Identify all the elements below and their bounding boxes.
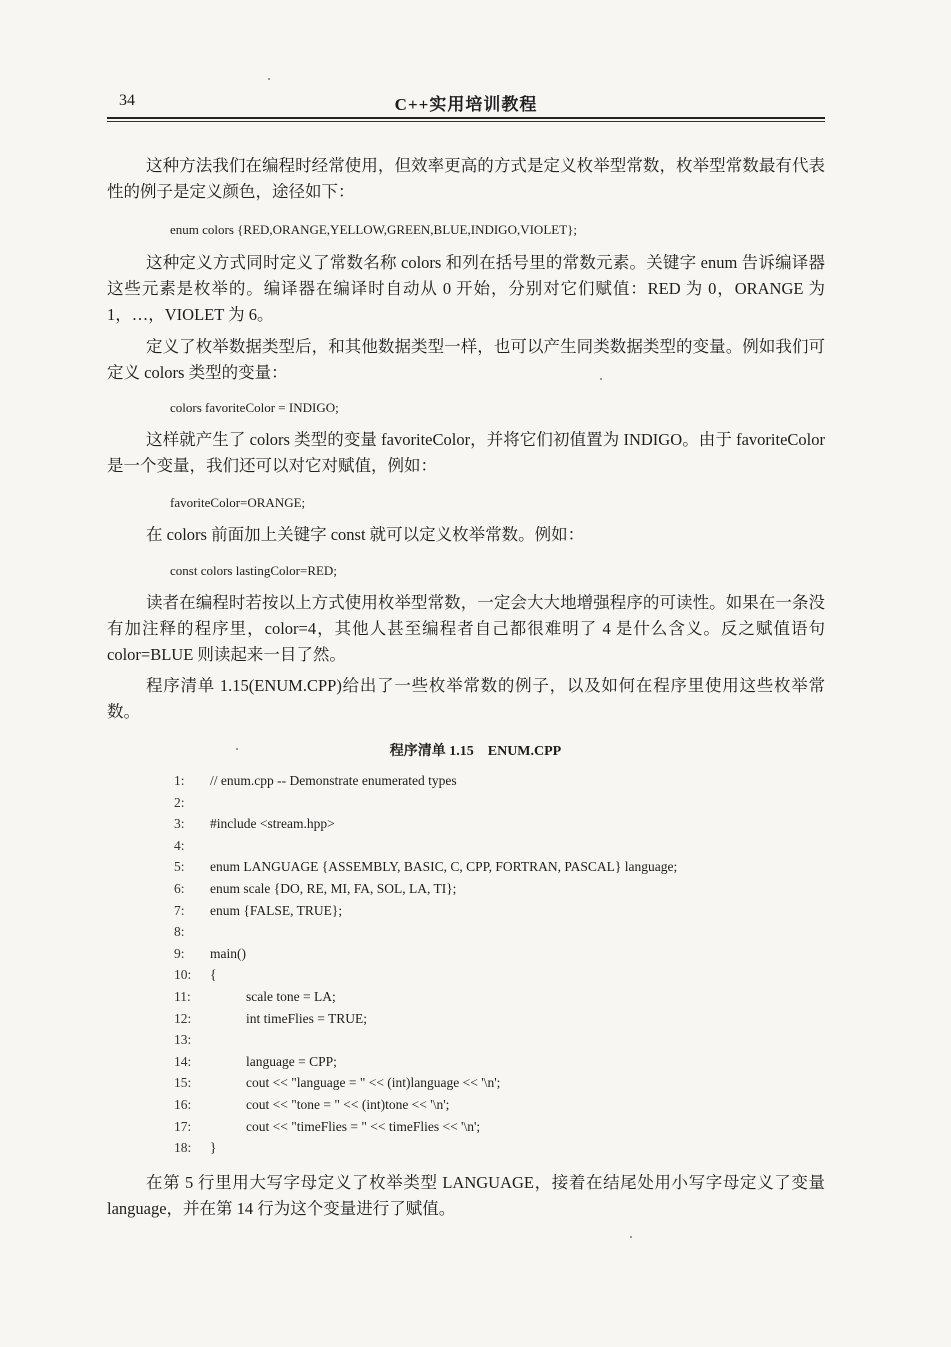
line-number: 5: bbox=[174, 859, 185, 875]
code-line bbox=[174, 989, 834, 1011]
code-text: } bbox=[210, 1140, 217, 1156]
code-line bbox=[174, 1119, 834, 1141]
code-line bbox=[174, 1097, 834, 1119]
line-number: 2: bbox=[174, 794, 185, 810]
line-number: 11: bbox=[174, 988, 191, 1004]
page-header bbox=[107, 90, 825, 114]
code-text: scale tone = LA; bbox=[246, 988, 336, 1004]
paragraph: 读者在编程时若按以上方式使用枚举型常数，一定会大大地增强程序的可读性。如果在一条没有加注释的程序里，color=4，其他人甚至编程者自己都很难明了 4 是什么含义。反之赋值语句 color=BLUE 则读起来一目了然。 bbox=[107, 593, 825, 664]
scan-speck bbox=[630, 1236, 632, 1238]
code-line bbox=[174, 924, 834, 946]
line-number: 3: bbox=[174, 816, 185, 832]
paragraph: 这种定义方式同时定义了常数名称 colors 和列在括号里的常数元素。关键字 enum 告诉编译器这些元素是枚举的。编译器在编译时自动从 0 开始，分别对它们赋值：RED 为 0，ORANGE 为 1，…，VIOLET 为 6。 bbox=[107, 253, 825, 324]
scan-speck bbox=[600, 378, 602, 380]
code-line bbox=[174, 1075, 834, 1097]
code-text: // enum.cpp -- Demonstrate enumerated types bbox=[210, 773, 457, 788]
line-number: 17: bbox=[174, 1118, 192, 1134]
code-line bbox=[174, 816, 834, 838]
code-text: #include <stream.hpp> bbox=[210, 816, 335, 832]
code-line bbox=[174, 773, 834, 795]
code-line bbox=[174, 903, 834, 925]
line-number: 7: bbox=[174, 902, 185, 918]
paragraph: 定义了枚举数据类型后，和其他数据类型一样，也可以产生同类数据类型的变量。例如我们可定义 colors 类型的变量： bbox=[107, 337, 825, 382]
code-line bbox=[174, 967, 834, 989]
header-rule bbox=[107, 117, 825, 119]
line-number: 15: bbox=[174, 1075, 192, 1091]
line-number: 9: bbox=[174, 945, 185, 961]
scan-speck bbox=[236, 748, 238, 750]
paragraph: 在 colors 前面加上关键字 const 就可以定义枚举常数。例如： bbox=[146, 525, 585, 544]
code-text: int timeFlies = TRUE; bbox=[246, 1010, 367, 1026]
paragraph: 在第 5 行里用大写字母定义了枚举类型 LANGUAGE，接着在结尾处用小写字母定义了变量 language，并在第 14 行为这个变量进行了赋值。 bbox=[107, 1173, 825, 1218]
inline-code: colors favoriteColor = INDIGO; bbox=[170, 400, 339, 415]
line-number: 12: bbox=[174, 1010, 192, 1026]
paragraph: 这种方法我们在编程时经常使用，但效率更高的方式是定义枚举型常数，枚举型常数最有代表性的例子是定义颜色，途径如下： bbox=[107, 156, 825, 201]
code-line bbox=[174, 881, 834, 903]
line-number: 16: bbox=[174, 1096, 192, 1112]
line-number: 18: bbox=[174, 1140, 192, 1156]
code-listing bbox=[174, 773, 834, 1162]
code-line bbox=[174, 859, 834, 881]
line-number: 10: bbox=[174, 967, 192, 983]
paragraph: 程序清单 1.15(ENUM.CPP)给出了一些枚举常数的例子，以及如何在程序里使用这些枚举常数。 bbox=[107, 676, 825, 721]
code-line bbox=[174, 838, 834, 860]
code-text: main() bbox=[210, 945, 246, 961]
running-title: C++实用培训教程 bbox=[394, 95, 538, 114]
inline-code: enum colors {RED,ORANGE,YELLOW,GREEN,BLUE,INDIGO,VIOLET}; bbox=[170, 222, 577, 237]
line-number: 14: bbox=[174, 1053, 192, 1069]
line-number: 13: bbox=[174, 1032, 192, 1048]
scan-speck bbox=[268, 78, 270, 80]
inline-code: favoriteColor=ORANGE; bbox=[170, 495, 306, 510]
code-line bbox=[174, 1032, 834, 1054]
code-line bbox=[174, 1054, 834, 1076]
inline-code: const colors lastingColor=RED; bbox=[170, 563, 337, 578]
code-text: enum {FALSE, TRUE}; bbox=[210, 902, 343, 918]
code-line bbox=[174, 1140, 834, 1162]
line-number: 1: bbox=[174, 773, 185, 788]
code-line bbox=[174, 795, 834, 817]
code-text: cout << "tone = " << (int)tone << '\n'; bbox=[246, 1096, 450, 1112]
code-line bbox=[174, 1011, 834, 1033]
line-number: 6: bbox=[174, 880, 185, 896]
paragraph: 这样就产生了 colors 类型的变量 favoriteColor，并将它们初值置为 INDIGO。由于 favoriteColor 是一个变量，我们还可以对它对赋值，例如： bbox=[107, 430, 825, 475]
page-number: 34 bbox=[119, 92, 135, 109]
line-number: 4: bbox=[174, 837, 185, 853]
code-text: enum LANGUAGE {ASSEMBLY, BASIC, C, CPP, FORTRAN, PASCAL} language; bbox=[210, 859, 678, 875]
code-text: cout << "language = " << (int)language << '\n'; bbox=[246, 1075, 501, 1091]
code-text: language = CPP; bbox=[246, 1053, 337, 1069]
line-number: 8: bbox=[174, 924, 185, 940]
listing-title: 程序清单 1.15 ENUM.CPP bbox=[389, 744, 562, 759]
code-text: cout << "timeFlies = " << timeFlies << '\n'; bbox=[246, 1118, 481, 1134]
code-text: enum scale {DO, RE, MI, FA, SOL, LA, TI}; bbox=[210, 880, 457, 896]
code-line bbox=[174, 946, 834, 968]
header-rule-thin bbox=[107, 121, 825, 122]
code-text: { bbox=[210, 967, 217, 983]
